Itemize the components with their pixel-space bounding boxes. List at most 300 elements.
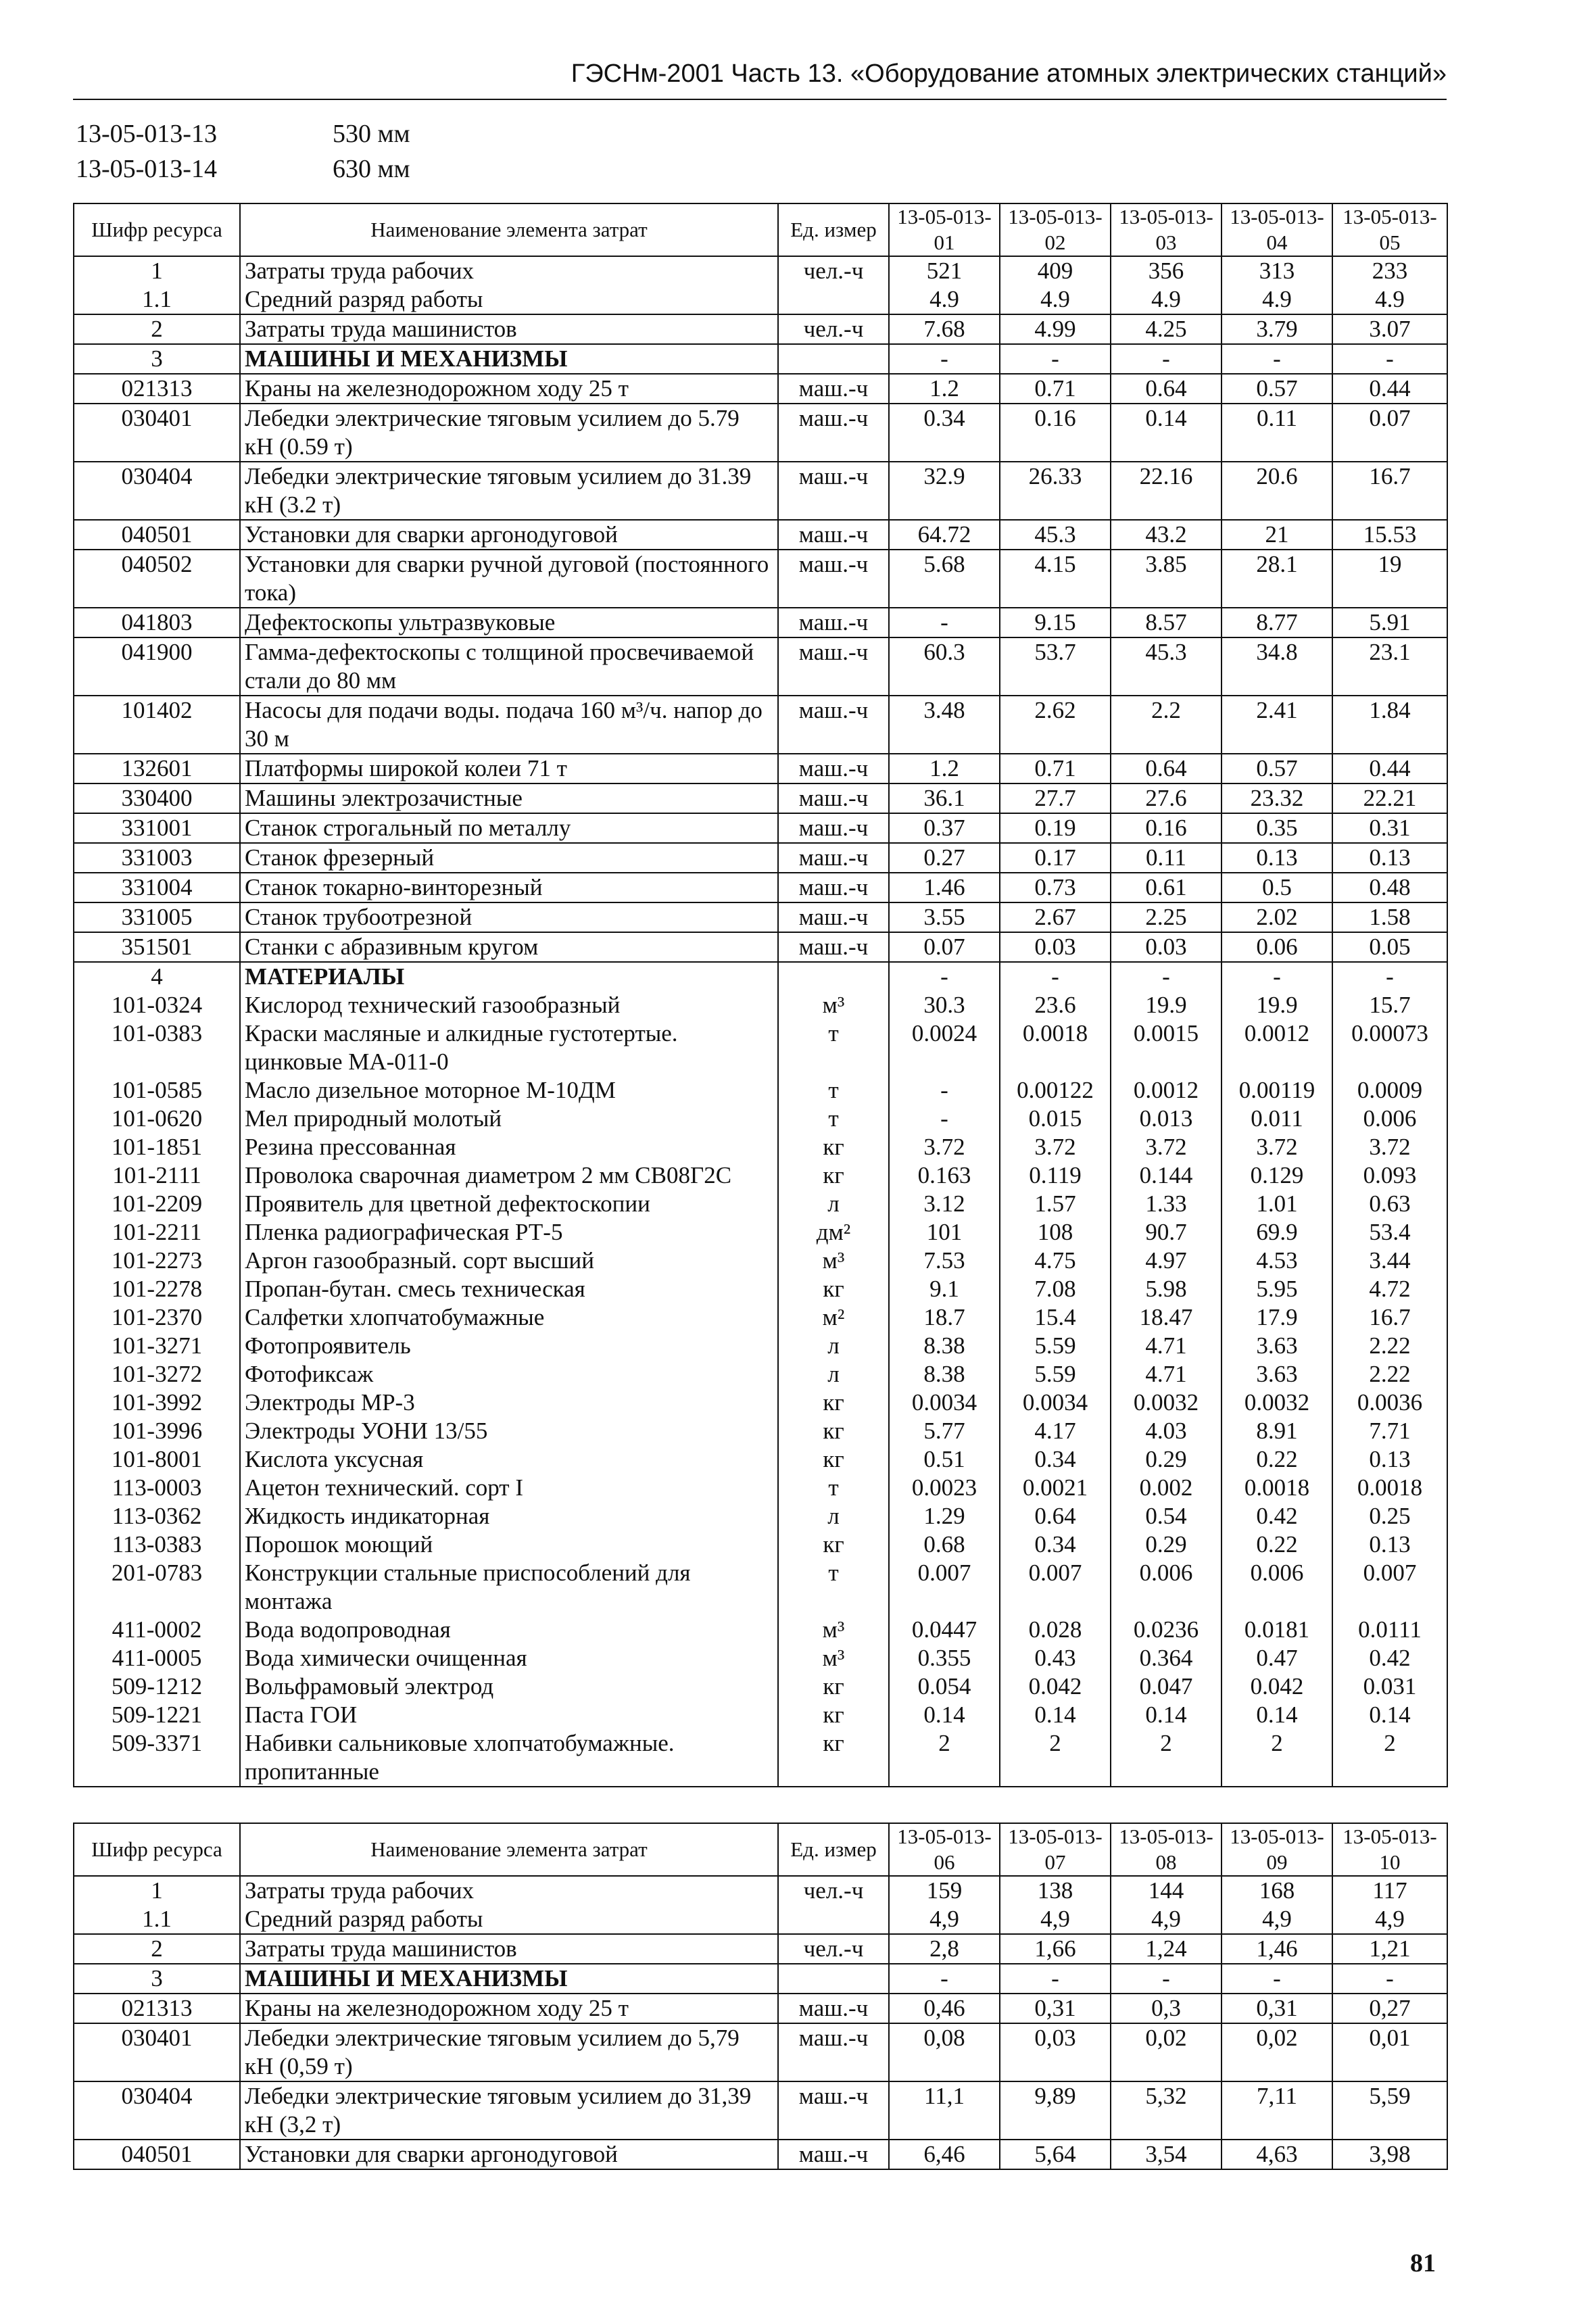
value-cell: 0.007 [889, 1559, 1000, 1616]
value-cell: - [1000, 1964, 1111, 1994]
resource-code-cell: 030401 [74, 404, 240, 462]
unit-cell: маш.-ч [778, 783, 889, 813]
unit-cell: чел.-ч [778, 314, 889, 344]
value-cell: 15.7 [1332, 991, 1447, 1019]
table-row [74, 1616, 1447, 1644]
value-cell: 21 [1222, 520, 1332, 550]
table-row [74, 550, 1447, 608]
table-row [74, 2023, 1447, 2081]
table-row [74, 1105, 1447, 1133]
value-cell: - [889, 344, 1000, 374]
table-row [74, 1019, 1447, 1076]
table-row [74, 404, 1447, 462]
cost-element-cell: Гамма-дефектоскопы с толщиной просвечиваемой стали до 80 мм [240, 637, 778, 696]
value-cell: 0.16 [1000, 404, 1111, 462]
table-row [74, 1964, 1447, 1994]
value-cell: 60.3 [889, 637, 1000, 696]
table-row [74, 1360, 1447, 1389]
value-cell: 15.4 [1000, 1303, 1111, 1332]
column-header: 13-05-013-03 [1111, 203, 1222, 256]
cost-element-cell: МАТЕРИАЛЫ [240, 962, 778, 991]
value-cell: 23.6 [1000, 991, 1111, 1019]
cost-element-cell: Вольфрамовый электрод [240, 1672, 778, 1701]
value-cell: 4.9 [889, 285, 1000, 314]
unit-cell: кг [778, 1275, 889, 1303]
value-cell: 0.0018 [1332, 1474, 1447, 1502]
value-cell: 4.71 [1111, 1332, 1222, 1360]
column-header: Ед. измер [778, 1823, 889, 1876]
value-cell: 0.57 [1222, 754, 1332, 783]
cost-element-cell: МАШИНЫ И МЕХАНИЗМЫ [240, 344, 778, 374]
unit-cell: маш.-ч [778, 813, 889, 843]
value-cell: 2 [1111, 1729, 1222, 1787]
value-cell: - [1332, 962, 1447, 991]
value-cell: 0.006 [1222, 1559, 1332, 1616]
table-row [74, 1994, 1447, 2023]
unit-cell: кг [778, 1389, 889, 1417]
value-cell: 0.07 [1332, 404, 1447, 462]
value-cell: 4.72 [1332, 1275, 1447, 1303]
cost-element-cell: Кислота уксусная [240, 1445, 778, 1474]
value-cell: 0.13 [1332, 843, 1447, 873]
value-cell: 2.62 [1000, 696, 1111, 754]
value-cell: 0,02 [1111, 2023, 1222, 2081]
value-cell: 8.38 [889, 1332, 1000, 1360]
value-cell: 3.48 [889, 696, 1000, 754]
cost-element-cell: Фотопроявитель [240, 1332, 778, 1360]
table-row [74, 1530, 1447, 1559]
value-cell: 90.7 [1111, 1218, 1222, 1247]
table-row [74, 1133, 1447, 1161]
value-cell: 16.7 [1332, 1303, 1447, 1332]
value-cell: 3.07 [1332, 314, 1447, 344]
value-cell: 0.355 [889, 1644, 1000, 1672]
value-cell: - [1111, 1964, 1222, 1994]
cost-element-cell: Салфетки хлопчатобумажные [240, 1303, 778, 1332]
resource-code-cell: 040502 [74, 550, 240, 608]
resource-code-cell: 411-0005 [74, 1644, 240, 1672]
value-cell: 5,59 [1332, 2081, 1447, 2140]
value-cell: 0.14 [1222, 1701, 1332, 1729]
unit-cell: кг [778, 1701, 889, 1729]
value-cell: 5.91 [1332, 608, 1447, 637]
unit-cell [778, 1964, 889, 1994]
table-row [74, 1905, 1447, 1934]
value-cell: 19.9 [1222, 991, 1332, 1019]
table-row [74, 991, 1447, 1019]
value-cell: 0.0015 [1111, 1019, 1222, 1076]
cost-element-cell: Станки с абразивным кругом [240, 932, 778, 962]
value-cell: 1.29 [889, 1502, 1000, 1530]
unit-cell: чел.-ч [778, 1876, 889, 1905]
value-cell: 4.17 [1000, 1417, 1111, 1445]
code-row [76, 116, 410, 151]
resource-code-cell: 101402 [74, 696, 240, 754]
value-cell: 0.06 [1222, 932, 1332, 962]
resource-code-cell: 101-3272 [74, 1360, 240, 1389]
value-cell: 0,02 [1222, 2023, 1332, 2081]
resource-code-cell: 1.1 [74, 1905, 240, 1934]
table-row [74, 813, 1447, 843]
value-cell: 1.58 [1332, 902, 1447, 932]
value-cell: 7.71 [1332, 1417, 1447, 1445]
unit-cell: маш.-ч [778, 1994, 889, 2023]
value-cell: 313 [1222, 256, 1332, 285]
cost-element-cell: Краны на железнодорожном ходу 25 т [240, 374, 778, 404]
value-cell: 1,66 [1000, 1934, 1111, 1964]
value-cell: 4.9 [1222, 285, 1332, 314]
value-cell: 0,3 [1111, 1994, 1222, 2023]
unit-cell: м³ [778, 991, 889, 1019]
value-cell: 0.73 [1000, 873, 1111, 902]
unit-cell: м³ [778, 1644, 889, 1672]
unit-cell: маш.-ч [778, 637, 889, 696]
value-cell: 0.42 [1222, 1502, 1332, 1530]
resource-code-cell: 021313 [74, 1994, 240, 2023]
value-cell: 144 [1111, 1876, 1222, 1905]
value-cell: 0.5 [1222, 873, 1332, 902]
value-cell: 1,21 [1332, 1934, 1447, 1964]
table-row [74, 256, 1447, 285]
value-cell: 5.77 [889, 1417, 1000, 1445]
value-cell: - [889, 1964, 1000, 1994]
column-header: 13-05-013-07 [1000, 1823, 1111, 1876]
resource-code-cell: 101-2211 [74, 1218, 240, 1247]
resource-code-cell: 3 [74, 344, 240, 374]
value-cell: 4.75 [1000, 1247, 1111, 1275]
value-cell: 0.31 [1332, 813, 1447, 843]
value-cell: 0.27 [889, 843, 1000, 873]
unit-cell: м³ [778, 1247, 889, 1275]
value-cell: 8.38 [889, 1360, 1000, 1389]
value-cell: 5,32 [1111, 2081, 1222, 2140]
table-row [74, 1161, 1447, 1190]
value-cell: 45.3 [1000, 520, 1111, 550]
value-cell: 22.21 [1332, 783, 1447, 813]
column-header: 13-05-013-02 [1000, 203, 1111, 256]
value-cell: 0.13 [1222, 843, 1332, 873]
value-cell: 16.7 [1332, 462, 1447, 520]
value-cell: 0.22 [1222, 1445, 1332, 1474]
value-cell: 4.53 [1222, 1247, 1332, 1275]
value-cell: 8.77 [1222, 608, 1332, 637]
value-cell: - [889, 608, 1000, 637]
table-row [74, 462, 1447, 520]
value-cell: 15.53 [1332, 520, 1447, 550]
value-cell: - [1111, 344, 1222, 374]
column-header: Ед. измер [778, 203, 889, 256]
resource-code-cell: 113-0362 [74, 1502, 240, 1530]
value-cell: 4.25 [1111, 314, 1222, 344]
value-cell: 0.0009 [1332, 1076, 1447, 1105]
value-cell: 0.35 [1222, 813, 1332, 843]
table-row [74, 1218, 1447, 1247]
cost-element-cell: Резина прессованная [240, 1133, 778, 1161]
value-cell: - [1222, 962, 1332, 991]
value-cell: 0.0018 [1000, 1019, 1111, 1076]
value-cell: 36.1 [889, 783, 1000, 813]
table-row [74, 754, 1447, 783]
cost-element-cell: Паста ГОИ [240, 1701, 778, 1729]
table-row [74, 1559, 1447, 1616]
column-header: 13-05-013-04 [1222, 203, 1332, 256]
table-row [74, 314, 1447, 344]
resource-code-cell: 101-8001 [74, 1445, 240, 1474]
value-cell: 2 [1000, 1729, 1111, 1787]
value-cell: 2 [1222, 1729, 1332, 1787]
column-header: 13-05-013-09 [1222, 1823, 1332, 1876]
resource-code-cell: 331004 [74, 873, 240, 902]
value-cell: 0.14 [1111, 1701, 1222, 1729]
resource-code-cell: 113-0003 [74, 1474, 240, 1502]
resource-code-cell: 509-1221 [74, 1701, 240, 1729]
page-number: 81 [1410, 2249, 1436, 2277]
value-cell: 53.7 [1000, 637, 1111, 696]
unit-cell: л [778, 1502, 889, 1530]
value-cell: 30.3 [889, 991, 1000, 1019]
value-cell: 34.8 [1222, 637, 1332, 696]
value-cell: 0.0447 [889, 1616, 1000, 1644]
value-cell: 3.72 [1332, 1133, 1447, 1161]
value-cell: 2,8 [889, 1934, 1000, 1964]
resource-table-2 [73, 1823, 1448, 2170]
value-cell: 0.015 [1000, 1105, 1111, 1133]
resource-code-cell: 101-0585 [74, 1076, 240, 1105]
value-cell: 2 [889, 1729, 1000, 1787]
cost-element-cell: Масло дизельное моторное М-10ДМ [240, 1076, 778, 1105]
value-cell: 0.0021 [1000, 1474, 1111, 1502]
value-cell: 0.25 [1332, 1502, 1447, 1530]
value-cell: 0.63 [1332, 1190, 1447, 1218]
cost-element-cell: Лебедки электрические тяговым усилием до 5,79 кН (0,59 т) [240, 2023, 778, 2081]
value-cell: 1.57 [1000, 1190, 1111, 1218]
value-cell: 233 [1332, 256, 1447, 285]
value-cell: 0.64 [1111, 754, 1222, 783]
table-row [74, 1701, 1447, 1729]
value-cell: 9,89 [1000, 2081, 1111, 2140]
value-cell: 0,46 [889, 1994, 1000, 2023]
cost-element-cell: Затраты труда рабочих [240, 256, 778, 285]
unit-cell: маш.-ч [778, 2140, 889, 2169]
table-row [74, 1190, 1447, 1218]
resource-code-cell: 201-0783 [74, 1559, 240, 1616]
value-cell: 0.006 [1111, 1559, 1222, 1616]
value-cell: 0.13 [1332, 1445, 1447, 1474]
unit-cell: кг [778, 1417, 889, 1445]
unit-cell: л [778, 1360, 889, 1389]
resource-code-cell: 030404 [74, 462, 240, 520]
value-cell: 1.2 [889, 374, 1000, 404]
value-cell: 5.59 [1000, 1360, 1111, 1389]
value-cell: 0.37 [889, 813, 1000, 843]
value-cell: 69.9 [1222, 1218, 1332, 1247]
resource-code-cell: 040501 [74, 2140, 240, 2169]
resource-code-cell: 030401 [74, 2023, 240, 2081]
value-cell: 5.59 [1000, 1332, 1111, 1360]
cost-element-cell: МАШИНЫ И МЕХАНИЗМЫ [240, 1964, 778, 1994]
unit-cell: м² [778, 1303, 889, 1332]
value-cell: 19 [1332, 550, 1447, 608]
resource-code-cell: 101-3992 [74, 1389, 240, 1417]
value-cell: 2.67 [1000, 902, 1111, 932]
value-cell: 4,9 [1000, 1905, 1111, 1934]
value-cell: 0.0012 [1222, 1019, 1332, 1076]
resource-code-cell: 3 [74, 1964, 240, 1994]
value-cell: 0.042 [1000, 1672, 1111, 1701]
value-cell: 1.46 [889, 873, 1000, 902]
resource-code-cell: 331005 [74, 902, 240, 932]
unit-cell: кг [778, 1161, 889, 1190]
table-row [74, 2140, 1447, 2169]
value-cell: 9.15 [1000, 608, 1111, 637]
value-cell: 356 [1111, 256, 1222, 285]
table-row [74, 344, 1447, 374]
value-cell: 5,64 [1000, 2140, 1111, 2169]
value-cell: 108 [1000, 1218, 1111, 1247]
value-cell: 0.64 [1000, 1502, 1111, 1530]
value-cell: 0,08 [889, 2023, 1000, 2081]
value-cell: 0.0018 [1222, 1474, 1332, 1502]
value-cell: 27.7 [1000, 783, 1111, 813]
value-cell: - [1222, 1964, 1332, 1994]
value-cell: 0.007 [1332, 1559, 1447, 1616]
value-cell: 19.9 [1111, 991, 1222, 1019]
value-cell: 0.22 [1222, 1530, 1332, 1559]
value-cell: 0.0012 [1111, 1076, 1222, 1105]
value-cell: 2 [1332, 1729, 1447, 1787]
value-cell: 5.68 [889, 550, 1000, 608]
value-cell: 0.71 [1000, 374, 1111, 404]
value-cell: 0.44 [1332, 754, 1447, 783]
value-cell: 9.1 [889, 1275, 1000, 1303]
value-cell: 1.01 [1222, 1190, 1332, 1218]
value-cell: 26.33 [1000, 462, 1111, 520]
value-cell: 3,54 [1111, 2140, 1222, 2169]
value-cell: 3.72 [1000, 1133, 1111, 1161]
unit-cell: т [778, 1076, 889, 1105]
value-cell: 4.15 [1000, 550, 1111, 608]
unit-cell: маш.-ч [778, 374, 889, 404]
cost-element-cell: Конструкции стальные приспособлений для монтажа [240, 1559, 778, 1616]
unit-cell: кг [778, 1133, 889, 1161]
value-cell: - [889, 1076, 1000, 1105]
value-cell: 3.72 [1111, 1133, 1222, 1161]
cost-element-cell: Установки для сварки аргонодуговой [240, 2140, 778, 2169]
value-cell: 7,11 [1222, 2081, 1332, 2140]
cost-element-cell: Дефектоскопы ультразвуковые [240, 608, 778, 637]
value-cell: 3,98 [1332, 2140, 1447, 2169]
cost-element-cell: Вода водопроводная [240, 1616, 778, 1644]
value-cell: 4,63 [1222, 2140, 1332, 2169]
value-cell: 0.00122 [1000, 1076, 1111, 1105]
value-cell: 0.03 [1111, 932, 1222, 962]
value-cell: 0.0036 [1332, 1389, 1447, 1417]
table-row [74, 1303, 1447, 1332]
unit-cell: маш.-ч [778, 932, 889, 962]
header-rule [73, 99, 1447, 100]
resource-code-cell: 1.1 [74, 285, 240, 314]
code-value: 530 мм [333, 120, 410, 148]
value-cell: 0.71 [1000, 754, 1111, 783]
cost-element-cell: Жидкость индикаторная [240, 1502, 778, 1530]
code-row [76, 151, 410, 187]
unit-cell: кг [778, 1530, 889, 1559]
value-cell: 0.129 [1222, 1161, 1332, 1190]
table-row [74, 1474, 1447, 1502]
value-cell: 22.16 [1111, 462, 1222, 520]
value-cell: 0.14 [1332, 1701, 1447, 1729]
column-header: Наименование элемента затрат [240, 1823, 778, 1876]
value-cell: 0.0032 [1111, 1389, 1222, 1417]
resource-code-cell: 030404 [74, 2081, 240, 2140]
cost-element-cell: Краны на железнодорожном ходу 25 т [240, 1994, 778, 2023]
value-cell: 1,24 [1111, 1934, 1222, 1964]
resource-code-cell: 101-2370 [74, 1303, 240, 1332]
value-cell: - [1111, 962, 1222, 991]
value-cell: 4.03 [1111, 1417, 1222, 1445]
column-header: 13-05-013-08 [1111, 1823, 1222, 1876]
cost-element-cell: Машины электрозачистные [240, 783, 778, 813]
table-row [74, 1876, 1447, 1905]
table-row [74, 873, 1447, 902]
code: 13-05-013-14 [76, 155, 217, 183]
value-cell: 159 [889, 1876, 1000, 1905]
value-cell: 6,46 [889, 2140, 1000, 2169]
cost-element-cell: Лебедки электрические тяговым усилием до 31,39 кН (3,2 т) [240, 2081, 778, 2140]
resource-code-cell: 4 [74, 962, 240, 991]
code-list [76, 116, 410, 187]
cost-element-cell: Краски масляные и алкидные густотертые. цинковые МА-011-0 [240, 1019, 778, 1076]
value-cell: - [1222, 344, 1332, 374]
column-header: Наименование элемента затрат [240, 203, 778, 256]
value-cell: 0.00119 [1222, 1076, 1332, 1105]
unit-cell: маш.-ч [778, 404, 889, 462]
cost-element-cell: Установки для сварки аргонодуговой [240, 520, 778, 550]
column-header: 13-05-013-06 [889, 1823, 1000, 1876]
value-cell: 0.007 [1000, 1559, 1111, 1616]
value-cell: 0.093 [1332, 1161, 1447, 1190]
cost-element-cell: Электроды УОНИ 13/55 [240, 1417, 778, 1445]
value-cell: 0.00073 [1332, 1019, 1447, 1076]
cost-element-cell: Мел природный молотый [240, 1105, 778, 1133]
cost-element-cell: Затраты труда машинистов [240, 1934, 778, 1964]
code: 13-05-013-13 [76, 120, 217, 148]
resource-code-cell: 101-2273 [74, 1247, 240, 1275]
value-cell: 0.0236 [1111, 1616, 1222, 1644]
cost-element-cell: Проявитель для цветной дефектоскопии [240, 1190, 778, 1218]
column-header: Шифр ресурса [74, 1823, 240, 1876]
value-cell: 0.031 [1332, 1672, 1447, 1701]
resource-code-cell: 2 [74, 314, 240, 344]
table-row [74, 696, 1447, 754]
value-cell: 521 [889, 256, 1000, 285]
value-cell: 4,9 [1111, 1905, 1222, 1934]
value-cell: 409 [1000, 256, 1111, 285]
value-cell: 2.22 [1332, 1332, 1447, 1360]
resource-code-cell: 351501 [74, 932, 240, 962]
value-cell: 0.0032 [1222, 1389, 1332, 1417]
value-cell: 4,9 [1332, 1905, 1447, 1934]
table-row [74, 285, 1447, 314]
resource-table-1 [73, 203, 1448, 1787]
value-cell: 0.29 [1111, 1445, 1222, 1474]
value-cell: 3.79 [1222, 314, 1332, 344]
value-cell: 0.028 [1000, 1616, 1111, 1644]
table-row [74, 932, 1447, 962]
resource-code-cell: 132601 [74, 754, 240, 783]
unit-cell: маш.-ч [778, 550, 889, 608]
table-row [74, 1275, 1447, 1303]
